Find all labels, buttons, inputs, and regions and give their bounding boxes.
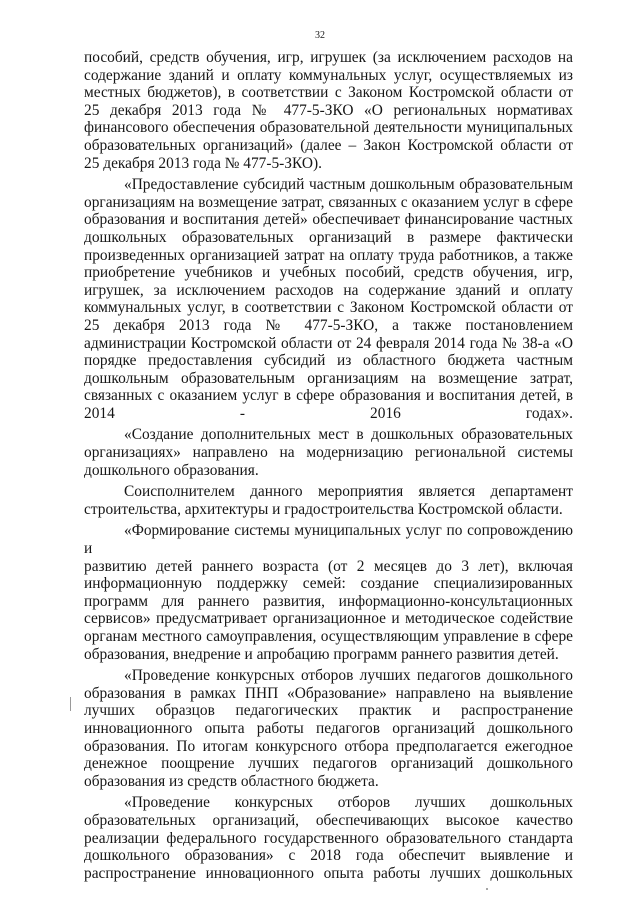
paragraph-6 bbox=[84, 667, 573, 790]
text-line: образования, внедрение и апробацию программ раннего развития детей. bbox=[84, 645, 559, 663]
text-line: образовательных организаций» (далее – Закон Костромской области от bbox=[84, 136, 573, 154]
text-line: лучших образцов педагогических практик и распространение bbox=[84, 702, 573, 720]
text-line: образования и воспитания детей» обеспечивает финансирование частных bbox=[84, 211, 573, 229]
text-line: образования в рамках ПНП «Образование» направлено на выявление bbox=[84, 684, 573, 702]
text-line: строительства, архитектуры и градостроительства Костромской области. bbox=[84, 500, 563, 518]
text-line: приобретение учебников и учебных пособий, средств обучения, игр, bbox=[84, 264, 573, 282]
text-line: «Создание дополнительных мест в дошкольных образовательных bbox=[124, 426, 573, 444]
text-line: информационную поддержку семей: создание специализированных bbox=[84, 575, 573, 593]
paragraph-2 bbox=[84, 176, 573, 422]
text-line: пособий, средств обучения, игр, игрушек (за исключением расходов на bbox=[84, 49, 573, 66]
text-line: «Предоставление субсидий частным дошкольным образовательным bbox=[124, 176, 573, 194]
paragraph-4 bbox=[84, 483, 573, 518]
text-line: 25 декабря 2013 года № 477-5-ЗКО). bbox=[84, 154, 322, 172]
text-line: образования из средств областного бюджета. bbox=[84, 772, 379, 790]
text-line: реализации федерального государственного образовательного стандарта bbox=[84, 829, 573, 847]
text-line: сервисов» предусматривает организационное и методическое содействие bbox=[84, 610, 573, 628]
text-line: развитию детей раннего возраста (от 2 месяцев до 3 лет), включая bbox=[84, 557, 573, 575]
text-line: местных бюджетов), в соответствии с Законом Костромской области от bbox=[84, 84, 573, 102]
text-line: организациям на возмещение затрат, связанных с оказанием услуг в сфере bbox=[84, 193, 573, 211]
text-line: финансового обеспечения образовательной деятельности муниципальных bbox=[84, 119, 573, 137]
paragraph-3 bbox=[84, 426, 573, 479]
page-number: 32 bbox=[315, 30, 325, 41]
text-line: образования. По итогам конкурсного отбора предполагается ежегодное bbox=[84, 737, 573, 755]
text-line: произведенных организацией затрат на оплату труда работников, а также bbox=[84, 246, 573, 264]
text-line: денежное поощрение лучших педагогов организаций дошкольного bbox=[84, 755, 573, 773]
text-line: «Проведение конкурсных отборов лучших педагогов дошкольного bbox=[124, 667, 573, 685]
document-body bbox=[84, 49, 573, 882]
scan-mark bbox=[486, 888, 488, 890]
text-line: Соисполнителем данного мероприятия является департамент bbox=[124, 483, 573, 501]
text-line: администрации Костромской области от 24 февраля 2014 года № 38-а «О bbox=[84, 334, 573, 352]
text-line: игрушек, за исключением расходов на содержание зданий и оплату bbox=[84, 281, 573, 299]
scan-mark bbox=[70, 697, 71, 711]
text-line: организациях» направлено на модернизацию региональной системы bbox=[84, 444, 573, 462]
text-line: «Формирование системы муниципальных услуг по сопровождению и bbox=[84, 522, 573, 558]
text-line: дошкольного образования» с 2018 года обеспечит выявление и bbox=[84, 847, 573, 865]
text-line: коммунальных услуг, в соответствии с Законом Костромской области от bbox=[84, 299, 573, 317]
text-line: органам местного самоуправления, осуществляющим управление в сфере bbox=[84, 628, 573, 645]
text-line: образовательных организаций, обеспечивающих высокое качество bbox=[84, 811, 573, 829]
text-line: связанных с оказанием услуг в сфере образования и воспитания детей, в bbox=[84, 387, 573, 405]
text-line: дошкольного образования. bbox=[84, 461, 259, 479]
text-line: инновационного опыта работы педагогов организаций дошкольного bbox=[84, 719, 573, 737]
text-line: дошкольных образовательных организаций в размере фактически bbox=[84, 228, 573, 246]
text-line: порядке предоставления субсидий из областного бюджета частным bbox=[84, 352, 573, 370]
paragraph-5 bbox=[84, 522, 573, 663]
text-line: 25 декабря 2013 года № 477-5-ЗКО, а также постановлением bbox=[84, 316, 573, 334]
text-line: 2014 - 2016 годах». bbox=[84, 404, 573, 422]
text-line: «Проведение конкурсных отборов лучших дошкольных bbox=[124, 794, 573, 812]
paragraph-7 bbox=[84, 794, 573, 882]
text-line: программ для раннего развития, информационно-консультационных bbox=[84, 592, 573, 610]
text-line: дошкольным образовательным организациям на возмещение затрат, bbox=[84, 369, 573, 387]
text-line: 25 декабря 2013 года № 477-5-ЗКО «О региональных нормативах bbox=[84, 101, 573, 119]
paragraph-1 bbox=[84, 49, 573, 172]
text-line: распространение инновационного опыта работы лучших дошкольных bbox=[84, 864, 573, 882]
text-line: содержание зданий и оплату коммунальных услуг, осуществляемых из bbox=[84, 66, 573, 84]
